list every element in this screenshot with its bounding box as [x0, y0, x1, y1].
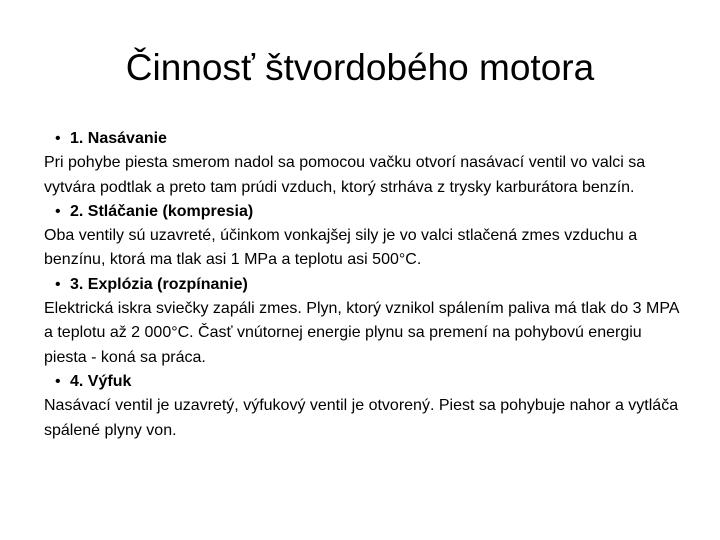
section-text: Pri pohybe piesta smerom nadol sa pomocou vačku otvorí nasávací ventil vo valci sa vytvára podtlak a preto tam prúdi vzduch, ktorý strháva z trysky karburátora benzín.	[44, 154, 646, 196]
bullet-icon: •	[55, 372, 61, 390]
slide-title: Činnosť štvordobého motora	[125, 47, 595, 88]
section-heading-line	[44, 370, 684, 394]
bullet-icon: •	[55, 130, 61, 147]
section-text: Oba ventily sú uzavreté, účinkom vonkajšej sily je vo valci stlačená zmes vzduchu a benzínu, ktorá ma tlak asi 1 MPa a teplotu asi 500°C.	[44, 227, 638, 269]
section-heading-line	[44, 200, 684, 224]
section-explosion	[44, 273, 684, 370]
section-exhaust	[44, 370, 684, 443]
section-heading-line	[44, 127, 684, 151]
bullet-icon: •	[55, 275, 61, 293]
section-heading-line	[44, 273, 684, 297]
section-compression	[44, 200, 684, 273]
section-text: Nasávací ventil je uzavretý, výfukový ventil je otvorený. Piest sa pohybuje nahor a vytláča spálené plyny von.	[44, 397, 679, 439]
section-heading: 3. Explózia (rozpínanie)	[70, 275, 248, 293]
section-heading: 1. Nasávanie	[70, 130, 167, 147]
slide-content	[44, 127, 684, 443]
section-text: Elektrická iskra sviečky zapáli zmes. Plyn, ktorý vznikol spálením paliva má tlak do 3 MPA a teplotu až 2 000°C. Časť vnútornej energie plynu sa premení na pohybovú energiu piesta - koná sa práca.	[44, 300, 679, 366]
section-intake	[44, 127, 684, 200]
bullet-icon: •	[55, 202, 61, 220]
section-heading: 2. Stláčanie (kompresia)	[70, 202, 254, 220]
section-heading: 4. Výfuk	[70, 372, 132, 390]
